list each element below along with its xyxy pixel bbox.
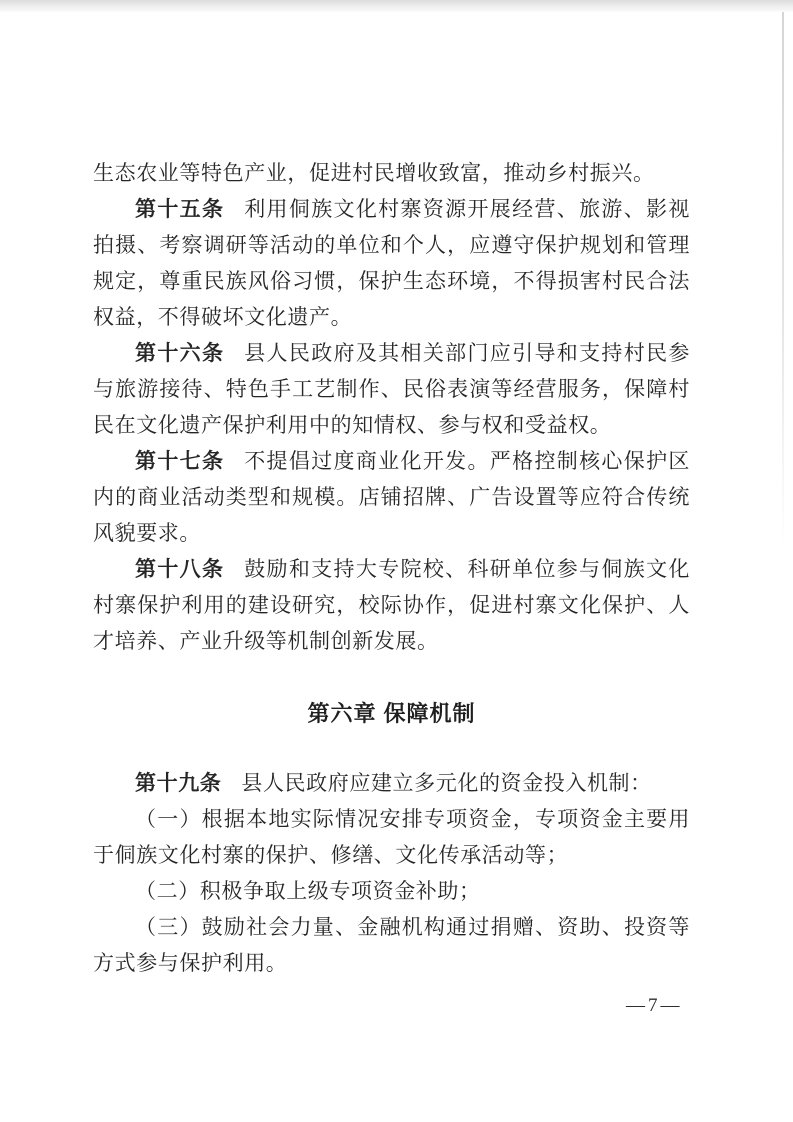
document-body (93, 155, 690, 981)
page-number: —7— (626, 995, 683, 1016)
article-16 (93, 335, 690, 443)
article-17-label: 第十七条 (135, 449, 225, 473)
page-edge-shadow (782, 12, 784, 552)
article-15 (93, 191, 690, 335)
list-item-2: （二）积极争取上级专项资金补助； (135, 879, 481, 903)
article-15-text: 利用侗族文化村寨资源开展经营、旅游、影视拍摄、考察调研等活动的单位和个人，应遵守保护规划和管理规定，尊重民族风俗习惯，保护生态环境，不得损害村民合法权益，不得破坏文化遗产。 (93, 197, 690, 329)
article-17-text: 不提倡过度商业化开发。严格控制核心保护区内的商业活动类型和规模。店铺招牌、广告设置等应符合传统风貌要求。 (93, 449, 690, 545)
article-18-label: 第十八条 (135, 557, 225, 581)
article-16-text: 县人民政府及其相关部门应引导和支持村民参与旅游接待、特色手工艺制作、民俗表演等经营服务，保障村民在文化遗产保护利用中的知情权、参与权和受益权。 (93, 341, 690, 437)
paragraph-text: 生态农业等特色产业，促进村民增收致富，推动乡村振兴。 (93, 161, 655, 185)
article-19 (93, 765, 690, 801)
article-19-label: 第十九条 (135, 771, 222, 795)
list-item-3: （三）鼓励社会力量、金融机构通过捐赠、资助、投资等方式参与保护利用。 (93, 915, 690, 975)
scan-top-edge (0, 0, 793, 12)
article-16-label: 第十六条 (135, 341, 225, 365)
article-17 (93, 443, 690, 551)
article-18-text: 鼓励和支持大专院校、科研单位参与侗族文化村寨保护利用的建设研究，校际协作，促进村寨文化保护、人才培养、产业升级等机制创新发展。 (93, 557, 690, 653)
article-18 (93, 551, 690, 659)
list-item-1: （一）根据本地实际情况安排专项资金，专项资金主要用于侗族文化村寨的保护、修缮、文化传承活动等； (93, 807, 690, 867)
chapter-heading: 第六章 保障机制 (307, 701, 476, 726)
article-19-text: 县人民政府应建立多元化的资金投入机制： (241, 771, 652, 795)
article-15-label: 第十五条 (135, 197, 225, 221)
paragraph-continuation (93, 155, 690, 191)
